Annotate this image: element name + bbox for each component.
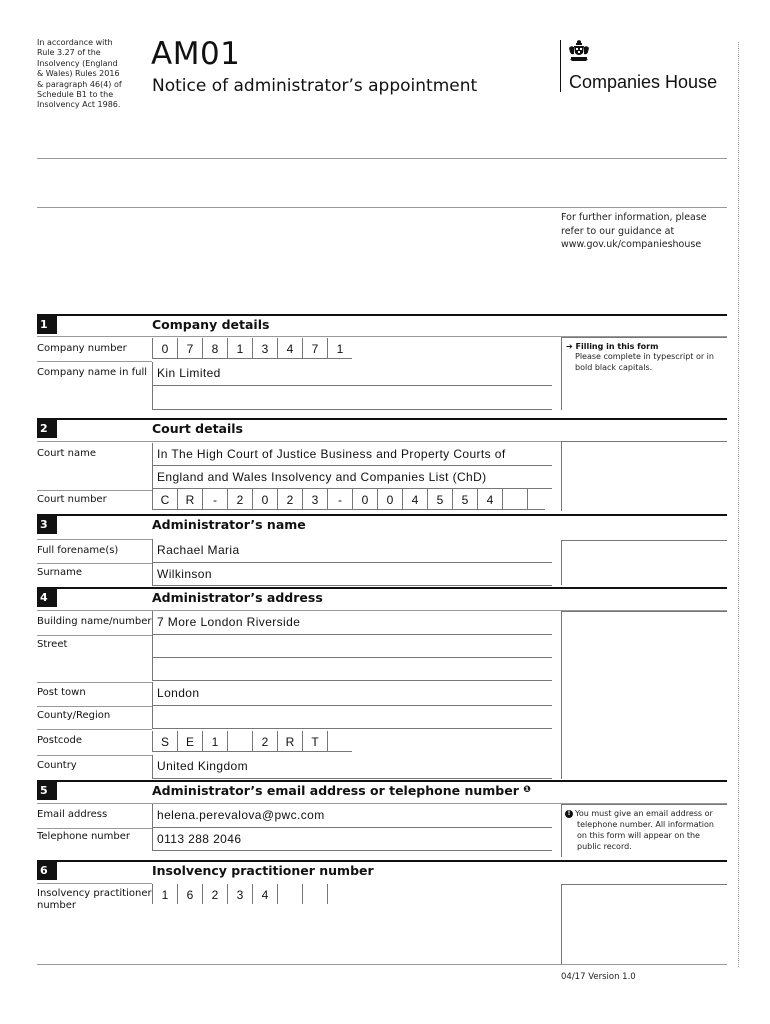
header-divider-2 xyxy=(37,207,727,208)
rule-line: & paragraph 46(4) of xyxy=(37,79,122,89)
char-box[interactable]: R xyxy=(177,489,202,509)
court-number-label: Court number xyxy=(37,494,107,505)
digit-box[interactable]: 3 xyxy=(227,884,252,904)
court-name-input[interactable]: In The High Court of Justice Business and Property Courts of xyxy=(152,443,552,466)
rule-line: Insolvency (England xyxy=(37,58,118,68)
char-box[interactable]: 0 xyxy=(252,489,277,509)
surname-label: Surname xyxy=(37,567,82,578)
row-divider xyxy=(37,682,152,683)
section-6-side-box xyxy=(561,884,727,964)
char-box[interactable]: 5 xyxy=(427,489,452,509)
char-box[interactable]: 0 xyxy=(352,489,377,509)
brand-name: Companies House xyxy=(569,72,718,92)
char-box[interactable]: 4 xyxy=(402,489,427,509)
row-divider xyxy=(37,883,152,884)
section-4-side-box xyxy=(561,611,727,779)
section-title: Insolvency practitioner number xyxy=(152,863,374,878)
char-box[interactable]: 2 xyxy=(277,489,302,509)
street-input-line-2[interactable] xyxy=(152,658,552,681)
note-line: telephone number. All information xyxy=(577,820,714,829)
char-box[interactable]: 1 xyxy=(202,731,227,751)
companies-house-logo xyxy=(560,40,735,94)
section-number: 5 xyxy=(37,782,57,800)
char-box[interactable]: 2 xyxy=(227,489,252,509)
county-label: County/Region xyxy=(37,710,111,721)
rule-reference xyxy=(37,38,137,111)
section-number: 1 xyxy=(37,316,57,334)
guidance-link[interactable]: www.gov.uk/companieshouse xyxy=(561,239,702,250)
digit-box[interactable] xyxy=(302,884,327,904)
section-2-rule xyxy=(37,418,727,420)
country-input[interactable]: United Kingdom xyxy=(152,755,552,779)
section-4-rule xyxy=(37,587,727,589)
digit-box[interactable] xyxy=(277,884,302,904)
section-1-rule xyxy=(37,314,727,316)
note-line: bold black capitals. xyxy=(575,363,653,372)
note-title: Filling in this form xyxy=(575,342,659,351)
ip-label-line: Insolvency practitioner xyxy=(37,888,152,899)
char-box[interactable] xyxy=(527,489,545,509)
post-town-input[interactable]: London xyxy=(152,682,552,706)
telephone-label: Telephone number xyxy=(37,831,130,842)
char-box[interactable]: - xyxy=(202,489,227,509)
ip-number-label xyxy=(37,888,152,912)
street-label: Street xyxy=(37,639,68,650)
section-title: Administrator’s name xyxy=(152,517,306,532)
post-town-label: Post town xyxy=(37,687,86,698)
digit-box[interactable]: 1 xyxy=(227,338,252,358)
building-input[interactable]: 7 More London Riverside xyxy=(152,611,552,635)
country-label: Country xyxy=(37,760,77,771)
char-box[interactable]: 3 xyxy=(302,489,327,509)
email-label: Email address xyxy=(37,809,108,820)
note-line: Please complete in typescript or in xyxy=(575,352,714,361)
digit-box[interactable] xyxy=(327,884,352,904)
char-box[interactable] xyxy=(227,731,252,751)
section-title: Company details xyxy=(152,317,270,332)
char-box[interactable]: 0 xyxy=(377,489,402,509)
guidance-line: refer to our guidance at xyxy=(561,225,675,237)
forename-input[interactable]: Rachael Maria xyxy=(152,539,552,563)
telephone-input[interactable]: 0113 288 2046 xyxy=(152,828,552,851)
surname-input[interactable]: Wilkinson xyxy=(152,563,552,586)
company-number-field[interactable] xyxy=(152,338,352,359)
royal-coat-of-arms-icon xyxy=(568,40,590,62)
section-title: Court details xyxy=(152,421,243,436)
header-divider-1 xyxy=(37,158,727,159)
rule-line: & Wales) Rules 2016 xyxy=(37,69,120,79)
form-title: Notice of administrator’s appointment xyxy=(152,76,478,96)
form-version: 04/17 Version 1.0 xyxy=(561,972,636,982)
digit-box[interactable]: 4 xyxy=(277,338,302,358)
note-line: on this form will appear on the xyxy=(577,831,700,840)
county-input[interactable] xyxy=(152,706,552,729)
email-input[interactable]: helena.perevalova@pwc.com xyxy=(152,804,552,828)
form-code: AM01 xyxy=(151,36,241,72)
guidance-text xyxy=(561,211,731,252)
section-number: 2 xyxy=(37,420,57,438)
row-divider xyxy=(37,755,152,756)
filling-in-note xyxy=(561,337,727,410)
court-name-input-line-2[interactable]: England and Wales Insolvency and Companies List (ChD) xyxy=(152,466,552,489)
company-name-input[interactable]: Kin Limited xyxy=(152,362,552,386)
char-box[interactable] xyxy=(327,731,352,751)
right-edge-line xyxy=(738,42,739,967)
char-box[interactable]: - xyxy=(327,489,352,509)
building-label: Building name/number xyxy=(37,616,152,627)
section-title-text: Administrator’s email address or telephone number xyxy=(152,783,519,798)
section-6-rule xyxy=(37,860,727,862)
rule-line: Rule 3.27 of the xyxy=(37,48,101,58)
company-number-label: Company number xyxy=(37,343,127,354)
postcode-label: Postcode xyxy=(37,735,83,746)
section-3-rule xyxy=(37,514,727,516)
digit-box[interactable]: 6 xyxy=(177,884,202,904)
ip-number-field[interactable] xyxy=(152,884,352,904)
char-box[interactable]: S xyxy=(152,731,177,751)
note-line: You must give an email address or xyxy=(575,809,713,818)
row-divider xyxy=(37,539,152,540)
digit-box[interactable]: 0 xyxy=(152,338,177,358)
row-divider xyxy=(37,563,152,564)
digit-box[interactable]: 3 xyxy=(252,338,277,358)
info-circle-icon: ❶ xyxy=(523,785,531,795)
row-divider xyxy=(37,828,152,829)
char-box[interactable]: E xyxy=(177,731,202,751)
ip-label-line: number xyxy=(37,900,77,911)
rule-line: Schedule B1 to the xyxy=(37,90,114,100)
company-name-input-line-2[interactable] xyxy=(152,386,552,410)
logo-divider xyxy=(560,40,561,92)
section-number: 6 xyxy=(37,862,57,880)
arrow-right-icon: ➔ xyxy=(566,342,573,351)
section-3-side-box xyxy=(561,540,727,585)
char-box[interactable]: R xyxy=(277,731,302,751)
rule-line: In accordance with xyxy=(37,38,113,47)
section-5-rule xyxy=(37,780,727,782)
section-title: Administrator’s address xyxy=(152,590,323,605)
court-number-field[interactable] xyxy=(152,489,545,510)
street-input[interactable] xyxy=(152,635,552,658)
section-title xyxy=(152,783,531,798)
company-name-label: Company name in full xyxy=(37,367,147,378)
digit-box[interactable]: 1 xyxy=(327,338,352,358)
digit-box[interactable]: 2 xyxy=(202,884,227,904)
section-number: 3 xyxy=(37,516,57,534)
char-box[interactable]: 4 xyxy=(477,489,502,509)
row-divider xyxy=(37,361,152,362)
digit-box[interactable]: 8 xyxy=(202,338,227,358)
public-record-note xyxy=(561,804,727,857)
digit-box[interactable]: 1 xyxy=(152,884,177,904)
court-name-label: Court name xyxy=(37,448,97,459)
postcode-field[interactable] xyxy=(152,731,352,752)
rule-line: Insolvency Act 1986. xyxy=(37,100,121,110)
digit-box[interactable]: 4 xyxy=(252,884,277,904)
char-box[interactable]: C xyxy=(152,489,177,509)
digit-box[interactable]: 7 xyxy=(177,338,202,358)
char-box[interactable]: 5 xyxy=(452,489,477,509)
char-box[interactable] xyxy=(502,489,527,509)
digit-box[interactable]: 7 xyxy=(302,338,327,358)
row-divider xyxy=(37,706,152,707)
note-line: public record. xyxy=(577,842,632,851)
section-2-side-box xyxy=(561,441,727,511)
guidance-line: For further information, please xyxy=(561,212,707,223)
info-circle-icon: ! xyxy=(565,810,573,818)
row-divider xyxy=(37,729,152,730)
row-divider xyxy=(37,490,152,491)
section-number: 4 xyxy=(37,589,57,607)
char-box[interactable]: T xyxy=(302,731,327,751)
forename-label: Full forename(s) xyxy=(37,545,119,556)
row-divider xyxy=(37,635,152,636)
footer-rule xyxy=(37,964,727,965)
char-box[interactable]: 2 xyxy=(252,731,277,751)
